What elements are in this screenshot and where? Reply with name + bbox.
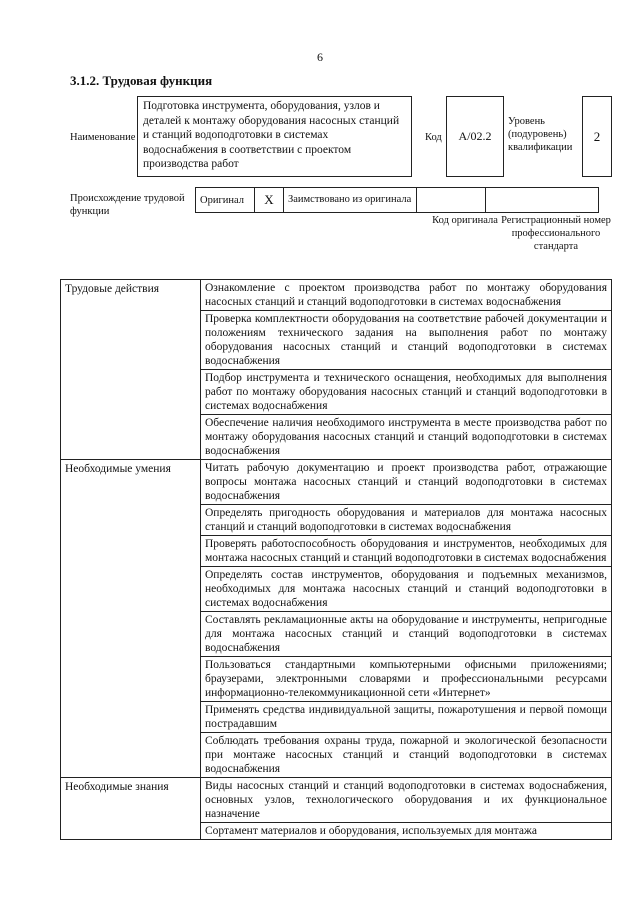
- category-cell: Необходимые умения: [61, 460, 201, 778]
- function-details-table: [60, 279, 612, 840]
- item-cell: Составлять рекламационные акты на оборудование и инструменты, непригодные для монтажа насосных станций и станций водоподготовки в системах водоснабжения: [201, 612, 612, 657]
- item-cell: Проверять работоспособность оборудования и инструментов, необходимых для монтажа насосных станций и станций водоподготовки в системах водоснабжения: [201, 536, 612, 567]
- category-cell: Необходимые знания: [61, 778, 201, 840]
- item-cell: Определять пригодность оборудования и материалов для монтажа насосных станций и станций водоподготовки в системах водоснабжения: [201, 505, 612, 536]
- item-cell: Соблюдать требования охраны труда, пожарной и экологической безопасности при монтаже насосных станций и станций водоподготовки в системах водоснабжения: [201, 733, 612, 778]
- table-row: [61, 460, 612, 505]
- function-name-box: Подготовка инструмента, оборудования, узлов и деталей к монтажу оборудования насосных станций и станций водоподготовки в системах водоснабжения в соответствии с проектом производства работ: [137, 96, 412, 177]
- name-label: Наименование: [70, 132, 136, 143]
- original-code-cell: [417, 188, 486, 213]
- page-number: 6: [317, 50, 323, 64]
- item-cell: Определять состав инструментов, оборудования и подъемных механизмов, необходимых для монтажа насосных станций и станций водоподготовки в системах водоснабжения: [201, 567, 612, 612]
- item-cell: Проверка комплектности оборудования на соответствие рабочей документации и положениям технического задания на выполнения работ по монтажу оборудования насосных станций и станций водоподготовки в системах водоснабжения: [201, 311, 612, 370]
- item-cell: Виды насосных станций и станций водоподготовки в системах водоснабжения, основных узлов, технологического оборудования и их функциональное назначение: [201, 778, 612, 823]
- origin-table: [195, 187, 599, 213]
- original-mark-cell: X: [255, 188, 284, 213]
- item-cell: Сортамент материалов и оборудования, используемых для монтажа: [201, 823, 612, 840]
- origin-label: Происхождение трудовой функции: [70, 193, 185, 217]
- borrowed-cell: Заимствовано из оригинала: [284, 188, 417, 213]
- category-cell: Трудовые действия: [61, 280, 201, 460]
- item-cell: Обеспечение наличия необходимого инструмента в месте производства работ по монтажу оборудования насосных станций и станций водоподготовки в системах водоснабжения: [201, 415, 612, 460]
- original-cell: Оригинал: [196, 188, 255, 213]
- code-label: Код: [425, 132, 442, 143]
- table-row: [61, 778, 612, 823]
- function-code-box: А/02.2: [446, 96, 504, 177]
- item-cell: Читать рабочую документацию и проект производства работ, отражающие вопросы монтажа насосных станций и станций водоподготовки в системах водоснабжения: [201, 460, 612, 505]
- qualification-level-box: 2: [582, 96, 612, 177]
- item-cell: Применять средства индивидуальной защиты, пожаротушения и первой помощи пострадавшим: [201, 702, 612, 733]
- registration-number-cell: [486, 188, 599, 213]
- section-title: 3.1.2. Трудовая функция: [70, 73, 213, 88]
- table-row: [61, 280, 612, 311]
- qualification-level-label: Уровень (подуровень) квалификации: [508, 116, 573, 153]
- item-cell: Подбор инструмента и технического оснащения, необходимых для выполнения работ по монтажу оборудования насосных станций и станций водоподготовки в системах водоснабжения: [201, 370, 612, 415]
- item-cell: Пользоваться стандартными компьютерными офисными приложениями; браузерами, электронными словарями и профессиональными ресурсами информационно-телекоммуникационной сети «Интернет»: [201, 657, 612, 702]
- registration-number-caption: Регистрационный номер профессионального стандарта: [501, 215, 611, 252]
- original-code-caption: Код оригинала: [432, 215, 498, 226]
- item-cell: Ознакомление с проектом производства работ по монтажу оборудования насосных станций и станций водоподготовки в системах водоснабжения: [201, 280, 612, 311]
